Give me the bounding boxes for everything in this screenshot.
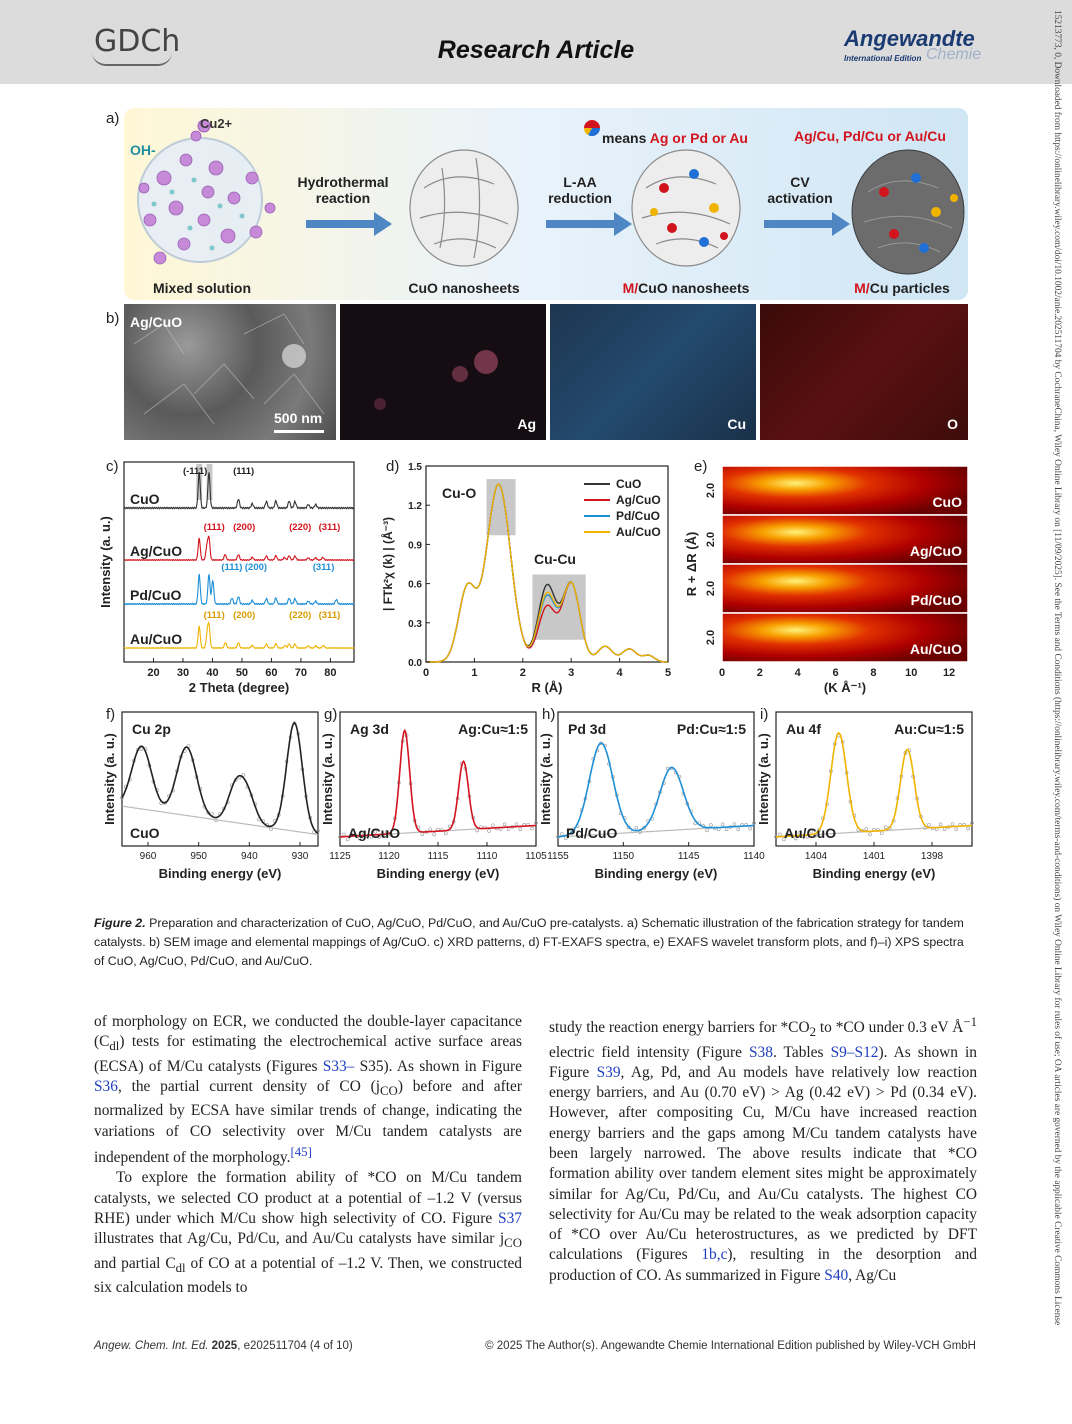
exafs-xtick-label: 5 bbox=[664, 667, 672, 679]
step-hydrothermal bbox=[278, 174, 408, 206]
exafs-legend-label-0: CuO bbox=[616, 477, 642, 491]
xrd-annotation: (311) bbox=[318, 522, 341, 533]
body-column-right bbox=[549, 1012, 977, 1286]
xps-xtick-label-2: 1140 bbox=[743, 851, 765, 862]
xps-xtick-label-2: 1150 bbox=[612, 851, 635, 862]
stage-mixed-solution: Mixed solution bbox=[153, 280, 251, 296]
panel-label-d: d) bbox=[386, 458, 400, 475]
map-ag bbox=[340, 304, 546, 440]
xps-title-0: Cu 2p bbox=[132, 721, 171, 737]
step-cv-line1: CV bbox=[790, 174, 810, 190]
p1-text-e: ) before and after normalized by ECSA have similar trends of change, indicating the variations of CO selectivity over M/Cu tandem catalysts are independent of the morphology. bbox=[94, 1077, 522, 1167]
ref-45[interactable]: [45] bbox=[290, 1144, 312, 1159]
footer-citation bbox=[94, 1340, 353, 1352]
map-o-label: O bbox=[947, 416, 958, 432]
legend-means: means bbox=[602, 130, 647, 146]
link-fig-1bc[interactable]: 1b,c bbox=[701, 1246, 728, 1264]
p3-sub-2: 2 bbox=[809, 1025, 816, 1040]
xps-title-1: Ag 3d bbox=[350, 721, 389, 737]
wavelet-ytick-label-1: 2.0 bbox=[705, 531, 717, 548]
figure-caption bbox=[94, 914, 976, 971]
wavelet-xlabel: (K Å⁻¹) bbox=[823, 680, 867, 695]
p2-text-c: and partial C bbox=[94, 1254, 176, 1272]
link-s36[interactable]: S36 bbox=[94, 1077, 118, 1095]
link-s40[interactable]: S40 bbox=[824, 1266, 849, 1284]
xrd-annotation: (111) bbox=[233, 466, 255, 477]
body-column-left bbox=[94, 1012, 522, 1298]
exafs-legend-label-3: Au/CuO bbox=[616, 525, 661, 539]
article-type: Research Article bbox=[437, 36, 635, 64]
journal-logo-edition: International Edition bbox=[844, 54, 922, 63]
link-s9-s12[interactable]: S9–S12 bbox=[830, 1043, 879, 1061]
footer-journal: Angew. Chem. Int. Ed. bbox=[94, 1340, 209, 1352]
p2-sub-co: CO bbox=[504, 1236, 522, 1251]
xrd-xtick-label: 40 bbox=[206, 667, 219, 679]
p3-sup: −1 bbox=[963, 1015, 977, 1029]
step-laa-line1: L-AA bbox=[563, 174, 597, 190]
exafs-label-cuo: Cu-O bbox=[442, 485, 477, 501]
xps-xtick-label-0: 930 bbox=[291, 851, 309, 862]
footer-year: 2025 bbox=[211, 1340, 238, 1352]
wavelet-xtick-label: 6 bbox=[832, 667, 839, 679]
link-s33[interactable]: S33– bbox=[322, 1057, 355, 1075]
wavelet-xtick-label: 0 bbox=[718, 667, 726, 679]
xps-xlabel-1: Binding energy (eV) bbox=[376, 866, 500, 881]
exafs-xlabel: R (Å) bbox=[531, 680, 563, 695]
xrd-xlabel: 2 Theta (degree) bbox=[188, 680, 290, 695]
wavelet-xtick-label: 12 bbox=[942, 667, 956, 679]
p2-sub-dl: dl bbox=[175, 1260, 186, 1275]
xrd-annotation: (200) bbox=[233, 522, 256, 533]
journal-logo: Angewandte bbox=[844, 26, 975, 51]
xrd-xtick-label: 80 bbox=[324, 667, 337, 679]
p3-text-c: electric field intensity (Figure bbox=[549, 1043, 749, 1061]
p1-sub-co: CO bbox=[379, 1084, 398, 1099]
xps-ratio-3: Au:Cu≈1:5 bbox=[894, 721, 964, 737]
xps-sample-1: Ag/CuO bbox=[348, 825, 401, 841]
p3-text-f: , Ag, Pd, and Au models have relatively low reaction energy barriers, and Au (0.70 eV) > Ag (0.42 eV) > Pd (0.34 eV). However, after compositing Cu, M/Cu have increased reaction energy barriers and the gaps among M/Cu tandem catalysts have been largely narrowed. The above results indicate that *CO formation ability over tandem element sites might be approximately similar for Ag/Cu, Pd/Cu, and Au/Cu catalysts. The highest CO selectivity for Au/Cu may be related to the weak adsorption capacity of *CO over Au/Cu heterostructures, as we predicted by DFT calculations (Figures bbox=[549, 1063, 978, 1264]
xps-ylabel-3: Intensity (a. u.) bbox=[756, 733, 771, 825]
map-cu bbox=[550, 304, 756, 440]
stage-cuo-nanosheets: CuO nanosheets bbox=[408, 280, 520, 296]
journal-logo-chemie: Chemie bbox=[926, 46, 982, 63]
panel-label-g: g) bbox=[324, 706, 338, 723]
step-cv-line2: activation bbox=[767, 190, 833, 206]
exafs-ytick-label: 0.6 bbox=[408, 579, 422, 591]
xps-xtick-label-0: 940 bbox=[240, 851, 258, 862]
stage-m-cu-prefix: M/ bbox=[854, 280, 870, 296]
xps-xtick-label-2: 1145 bbox=[677, 851, 700, 862]
panel-label-e: e) bbox=[694, 458, 708, 475]
exafs-ytick-label: 1.2 bbox=[408, 501, 422, 513]
link-s38[interactable]: S38 bbox=[748, 1043, 773, 1061]
xrd-xtick-label: 50 bbox=[235, 667, 249, 679]
wavelet-row-label-0: CuO bbox=[932, 494, 962, 510]
xrd-series-label-0: CuO bbox=[130, 491, 160, 507]
exafs-legend-label-2: Pd/CuO bbox=[616, 509, 660, 523]
xps-sample-3: Au/CuO bbox=[784, 825, 837, 841]
p3-text-h: , Ag/Cu bbox=[848, 1266, 897, 1284]
p3-text-d: . Tables bbox=[772, 1043, 831, 1061]
charts-xps bbox=[100, 704, 976, 900]
xps-xtick-label-1: 1105 bbox=[525, 851, 547, 862]
xps-sample-0: CuO bbox=[130, 825, 160, 841]
xps-xlabel-0: Binding energy (eV) bbox=[158, 866, 282, 881]
xps-fit-0 bbox=[122, 723, 318, 834]
xps-xtick-label-3: 1404 bbox=[804, 851, 828, 862]
exafs-ytick-label: 1.5 bbox=[408, 462, 422, 473]
xps-ylabel-2: Intensity (a. u.) bbox=[538, 733, 553, 825]
xrd-series-label-2: Pd/CuO bbox=[130, 587, 182, 603]
xps-xlabel-2: Binding energy (eV) bbox=[594, 866, 718, 881]
wavelet-ytick-label-0: 2.0 bbox=[705, 482, 717, 499]
step-laa-line2: reduction bbox=[548, 190, 612, 206]
scale-bar-label: 500 nm bbox=[274, 410, 323, 426]
xps-xtick-label-3: 1401 bbox=[862, 851, 886, 862]
xps-fit-2 bbox=[558, 743, 754, 837]
paragraph-1 bbox=[94, 1012, 522, 1168]
p1-text-b: ) tests for estimating the electrochemical active surface areas (ECSA) of M/Cu catalysts (Figures bbox=[94, 1033, 522, 1075]
wavelet-xtick-label: 4 bbox=[794, 667, 801, 679]
products-label: Ag/Cu, Pd/Cu or Au/Cu bbox=[794, 128, 946, 144]
panel-label-c: c) bbox=[106, 458, 119, 475]
exafs-label-cucu: Cu-Cu bbox=[534, 551, 576, 567]
oh-ion-label: OH- bbox=[130, 142, 156, 158]
map-ag-label: Ag bbox=[517, 416, 536, 432]
p2-text-d: of CO at a potential of –1.2 V. Then, we constructed six calculation models to bbox=[94, 1254, 522, 1296]
xrd-xtick-label: 20 bbox=[147, 667, 160, 679]
wavelet-ytick-label-2: 2.0 bbox=[705, 580, 717, 597]
panel-label-a: a) bbox=[106, 110, 120, 127]
stage-m-cu bbox=[830, 280, 974, 296]
xrd-annotation: (220) bbox=[289, 610, 312, 621]
exafs-xtick-label: 1 bbox=[471, 667, 478, 679]
caption-label: Figure 2. bbox=[94, 916, 146, 930]
stage-m-cuo bbox=[598, 280, 774, 296]
p2-text-a: To explore the formation ability of *CO on M/Cu tandem catalysts, we selected CO product at a potential of –1.2 V (versus RHE) under which M/Cu show high selectivity of CO. Figure bbox=[94, 1169, 522, 1227]
xrd-annotation: (311) bbox=[318, 610, 341, 621]
xps-fit-3 bbox=[776, 733, 972, 837]
p3-text-a: study the reaction energy barriers for *CO bbox=[549, 1019, 810, 1037]
download-notice: 15213773, 0, Downloaded from https://onlinelibrary.wiley.com/doi/10.1002/anie.202511704 by CochraneChina, Wiley Online Library on [11/09/2025]. See the Terms and Conditions (https://onlinelibrary.wiley.com/terms-and-conditions) on Wiley Online Library for rules of use; OA articles are governed by the applicable Creative Commons License bbox=[1052, 10, 1062, 1326]
xps-xtick-label-3: 1398 bbox=[920, 851, 944, 862]
sem-sample-label: Ag/CuO bbox=[130, 314, 183, 330]
link-s39[interactable]: S39 bbox=[596, 1063, 621, 1081]
figure-2 bbox=[100, 104, 976, 894]
wavelet-row-label-1: Ag/CuO bbox=[909, 543, 962, 559]
p2-text-b: illustrates that Ag/Cu, Pd/Cu, and Au/Cu catalysts have similar j bbox=[94, 1230, 505, 1248]
p1-text-d: , the partial current density of CO (j bbox=[117, 1077, 380, 1095]
xps-xtick-label-2: 1155 bbox=[547, 851, 569, 862]
p3-text-e: ). As shown in Figure bbox=[549, 1043, 977, 1081]
schematic-panel bbox=[124, 108, 968, 300]
panel-label-h: h) bbox=[542, 706, 556, 723]
p1-text-a: of morphology on ECR, we conducted the double-layer capacitance (C bbox=[94, 1013, 522, 1051]
xrd-series-label-3: Au/CuO bbox=[130, 631, 183, 647]
step-laa bbox=[520, 174, 640, 206]
xps-xtick-label-1: 1110 bbox=[476, 851, 498, 862]
footer-copyright: © 2025 The Author(s). Angewandte Chemie International Edition published by Wiley-VCH GmbH bbox=[485, 1340, 976, 1352]
xrd-ylabel: Intensity (a. u.) bbox=[98, 516, 113, 608]
exafs-xtick-label: 2 bbox=[519, 667, 526, 679]
page-header bbox=[0, 0, 1072, 84]
xps-ylabel-0: Intensity (a. u.) bbox=[102, 733, 117, 825]
wavelet-ylabel: R + ΔR (Å) bbox=[684, 531, 699, 597]
exafs-ytick-label: 0.0 bbox=[408, 658, 422, 669]
step-hydrothermal-line2: reaction bbox=[315, 190, 371, 206]
exafs-xtick-label: 3 bbox=[568, 667, 575, 679]
link-s37[interactable]: S37 bbox=[498, 1209, 522, 1227]
wavelet-ytick-label-3: 2.0 bbox=[705, 629, 717, 646]
xps-title-3: Au 4f bbox=[786, 721, 821, 737]
xps-xlabel-3: Binding energy (eV) bbox=[812, 866, 936, 881]
cu-ion-label: Cu2+ bbox=[200, 116, 233, 131]
xrd-annotation: (200) bbox=[244, 562, 268, 573]
xps-xtick-label-1: 1120 bbox=[378, 851, 400, 862]
xrd-annotation: (200) bbox=[233, 610, 256, 621]
stage-m-cu-suffix: Cu particles bbox=[869, 280, 950, 296]
xps-ratio-2: Pd:Cu≈1:5 bbox=[676, 721, 746, 737]
panel-label-f: f) bbox=[106, 706, 116, 723]
panel-label-b: b) bbox=[106, 310, 120, 327]
xps-title-2: Pd 3d bbox=[568, 721, 607, 737]
exafs-xtick-label: 0 bbox=[422, 667, 430, 679]
gdch-logo: GDCh bbox=[94, 24, 181, 59]
stage-m-cuo-suffix: CuO nanosheets bbox=[638, 280, 750, 296]
xps-xtick-label-0: 960 bbox=[139, 851, 157, 862]
xrd-xtick-label: 60 bbox=[265, 667, 278, 679]
xrd-annotation: (111) bbox=[203, 610, 225, 621]
exafs-ylabel: | FTk²χ (k) | (Å⁻³) bbox=[381, 517, 395, 611]
charts-cde bbox=[100, 454, 976, 694]
panel-label-i: i) bbox=[760, 706, 769, 723]
stage-m-cuo-prefix: M/ bbox=[622, 280, 639, 296]
xps-xtick-label-0: 950 bbox=[190, 851, 208, 862]
xrd-annotation: (111) bbox=[203, 522, 225, 533]
caption-text: Preparation and characterization of CuO, Ag/CuO, Pd/CuO, and Au/CuO pre-catalysts. a) Schematic illustration of the fabrication strategy for tandem catalysts. b) SEM image and elemental mappings of Ag/CuO. c) XRD patterns, d) FT-EXAFS spectra, e) EXAFS wavelet transform plots, and f)–i) XPS spectra of CuO, Ag/CuO, Pd/CuO, and Au/CuO. bbox=[94, 916, 964, 968]
map-o bbox=[760, 304, 968, 440]
step-hydrothermal-line1: Hydrothermal bbox=[297, 174, 389, 190]
footer-article-info: , e202511704 (4 of 10) bbox=[237, 1340, 353, 1352]
wavelet-map-0 bbox=[722, 466, 968, 515]
wavelet-xtick-label: 2 bbox=[756, 667, 763, 679]
p1-sub-dl: dl bbox=[109, 1039, 120, 1054]
step-cv bbox=[740, 174, 860, 206]
xrd-annotation: (311) bbox=[312, 562, 335, 573]
exafs-legend-label-1: Ag/CuO bbox=[616, 493, 661, 507]
p3-text-g: ), resulting in the desorption and production of CO. As summarized in Figure bbox=[549, 1246, 978, 1284]
xrd-series-label-1: Ag/CuO bbox=[130, 543, 183, 559]
xps-xtick-label-1: 1125 bbox=[329, 851, 351, 862]
xps-fit-1 bbox=[340, 731, 536, 837]
exafs-xtick-label: 4 bbox=[616, 667, 623, 679]
wavelet-xtick-label: 8 bbox=[870, 667, 877, 679]
legend-metals: Ag or Pd or Au bbox=[649, 130, 748, 146]
xps-xtick-label-1: 1115 bbox=[427, 851, 449, 862]
exafs-ytick-label: 0.9 bbox=[408, 540, 422, 552]
xrd-xtick-label: 70 bbox=[294, 667, 308, 679]
sem-image bbox=[124, 304, 336, 440]
xrd-annotation: (220) bbox=[289, 522, 312, 533]
xps-ratio-1: Ag:Cu≈1:5 bbox=[458, 721, 528, 737]
map-cu-label: Cu bbox=[727, 416, 746, 432]
p1-text-c: S35). As shown in Figure bbox=[354, 1057, 522, 1075]
xps-sample-2: Pd/CuO bbox=[566, 825, 618, 841]
xps-ylabel-1: Intensity (a. u.) bbox=[320, 733, 335, 825]
metal-legend bbox=[602, 130, 748, 146]
wavelet-row-label-2: Pd/CuO bbox=[910, 592, 962, 608]
paragraph-2 bbox=[94, 1168, 522, 1298]
map-ag-dots bbox=[340, 304, 546, 440]
paragraph-3 bbox=[549, 1012, 977, 1286]
exafs-ytick-label: 0.3 bbox=[408, 618, 422, 630]
xrd-annotation: (-111) bbox=[182, 466, 208, 477]
xrd-xtick-label: 30 bbox=[176, 667, 190, 679]
p3-text-b: to *CO under 0.3 eV Å bbox=[816, 1019, 964, 1037]
xrd-annotation: (111) bbox=[221, 562, 243, 573]
wavelet-row-label-3: Au/CuO bbox=[909, 641, 962, 657]
wavelet-xtick-label: 10 bbox=[905, 667, 918, 679]
